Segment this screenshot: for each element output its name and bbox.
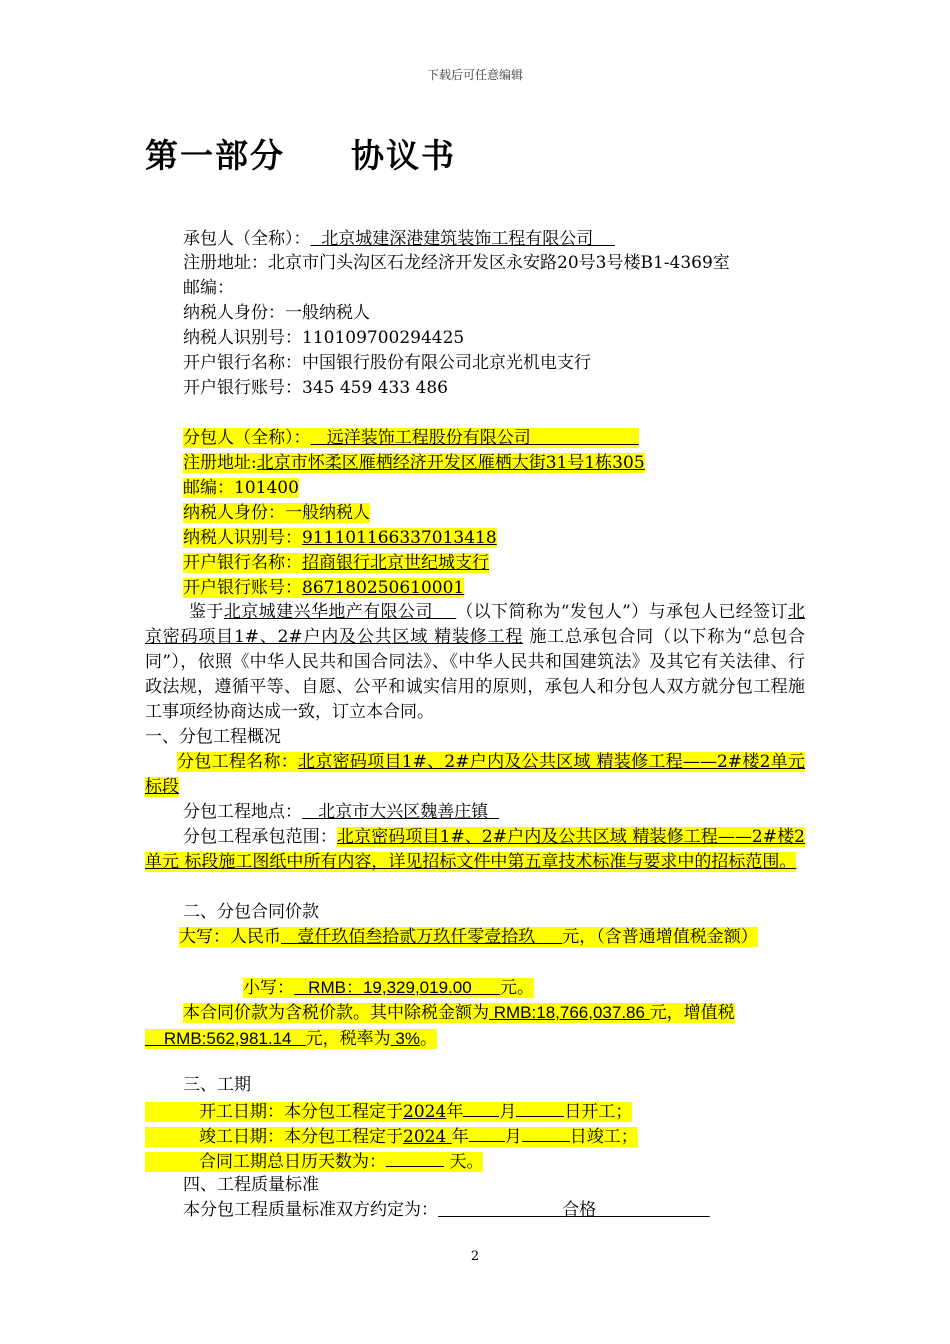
end-year: 2024: [403, 1127, 447, 1147]
contractor-address: 注册地址：北京市门头沟区石龙经济开发区永安路20号3号楼B1-4369室: [183, 253, 730, 273]
subcontractor-bank-account-line: 开户银行账号：867180250610001: [183, 578, 465, 598]
net-amount: RMB:18,766,037.86: [493, 1003, 645, 1022]
contractor-bank-name: 开户银行名称：中国银行股份有限公司北京光机电支行: [183, 353, 591, 373]
subcontractor-bank-name: 招商银行北京世纪城支行: [302, 553, 489, 573]
subcontract-name-line: 分包工程名称：北京密码项目1#、2#户内及公共区域 精装修工程——2#楼2单元 标段: [145, 752, 806, 797]
subcontractor-name: 远洋装饰工程股份有限公司: [326, 428, 531, 448]
quality-line: 本分包工程质量标准双方约定为： 合格: [183, 1200, 597, 1220]
project-name: 北京密码项目1#、2#户内及公共区域 精装修工程: [145, 602, 806, 647]
subcontractor-tax-id-line: 纳税人识别号：911101166337013418: [183, 528, 497, 548]
quality-standard: 合格: [562, 1200, 597, 1220]
section3-heading: 三、工期: [183, 1075, 251, 1095]
title-part2: 协议书: [351, 136, 456, 175]
title-part1: 第一部分: [145, 136, 285, 175]
price-daxie-line: 大写：人民币 壹仟玖佰叁拾贰万玖仟零壹拾玖 元，（含普通增值税金额）: [179, 927, 758, 947]
subcontract-scope-line: 分包工程承包范围：北京密码项目1#、2#户内及公共区域 精装修工程——2#楼2单元 标段施工图纸中所有内容，详见招标文件中第五章技术标准与要求中的招标范围。: [145, 827, 805, 872]
price-daxie: 壹仟玖佰叁拾贰万玖仟零壹拾玖: [297, 927, 536, 947]
contractor-postcode: 邮编：: [183, 278, 234, 298]
subcontract-name: 北京密码项目1#、2#户内及公共区域 精装修工程——2#楼2单元 标段: [145, 752, 806, 797]
section1-heading: 一、分包工程概况: [145, 727, 281, 747]
subcontractor-postcode: 邮编：101400: [183, 478, 299, 498]
section2-heading: 二、分包合同价款: [183, 902, 319, 922]
contractor-name-line: 承包人（全称）： 北京城建深港建筑装饰工程有限公司: [183, 227, 615, 252]
subcontractor-name-line: 分包人（全称）： 远洋装饰工程股份有限公司: [183, 426, 639, 451]
start-year: 2024: [403, 1102, 447, 1122]
employer-name: 北京城建兴华地产有限公司: [223, 602, 433, 622]
header-note: 下载后可任意编辑: [426, 68, 523, 82]
subcontractor-tax-status: 纳税人身份：一般纳税人: [183, 503, 370, 523]
vat-amount: RMB:562,981.14: [163, 1029, 292, 1048]
subcontractor-address: 北京市怀柔区雁栖经济开发区雁栖大街31号1栋305: [256, 453, 645, 473]
end-date-line: 竣工日期：本分包工程定于2024 年 月 日竣工；: [145, 1123, 638, 1150]
start-date-line: 开工日期：本分包工程定于2024年 月 日开工；: [145, 1098, 632, 1125]
contractor-name: 北京城建深港建筑装饰工程有限公司: [321, 229, 594, 249]
page-title: [145, 130, 456, 177]
section4-heading: 四、工程质量标准: [183, 1175, 319, 1195]
subcontractor-tax-id: 911101166337013418: [302, 528, 497, 548]
subcontractor-bank-name-line: 开户银行名称：招商银行北京世纪城支行: [183, 553, 489, 573]
subcontractor-bank-account: 867180250610001: [302, 578, 465, 598]
contractor-tax-status: 纳税人身份：一般纳税人: [183, 303, 370, 323]
subcontract-location-line: 分包工程地点： 北京市大兴区魏善庄镇: [183, 802, 489, 822]
subcontract-scope: 北京密码项目1#、2#户内及公共区域 精装修工程——2#楼2单元 标段施工图纸中所有内容，详见招标文件中第五章技术标准与要求中的招标范围。: [145, 827, 805, 872]
subcontractor-address-line: 注册地址:北京市怀柔区雁栖经济开发区雁栖大街31号1栋305: [183, 453, 645, 473]
tax-rate: 3%: [395, 1029, 420, 1048]
price-xiaoxie: RMB：19,329,019.00: [308, 978, 472, 997]
contractor-tax-id: 纳税人识别号：110109700294425: [183, 328, 465, 348]
tax-paragraph: 本合同价款为含税价款。其中除税金额为 RMB:18,766,037.86 元，增值税 RMB:562,981.14 元，税率为 3%。: [145, 1000, 805, 1052]
subcontract-location: 北京市大兴区魏善庄镇: [318, 802, 489, 822]
page-number: 2: [470, 1249, 480, 1264]
preamble-paragraph: 鉴于北京城建兴华地产有限公司 （以下简称为“发包人”）与承包人已经签订北京密码项目1#、2#户内及公共区域 精装修工程 施工总承包合同（以下称为“总包合同”），依照《中华人民共和国合同法》、《中华人民共和国建筑法》及其它有关法律、行政法规，遵循平等、自愿、公平和诚实信用的原则，承包人和分包人双方就分包工程施工事项经协商达成一致，订立本合同。: [145, 602, 806, 722]
duration-line: 合同工期总日历天数为： 天。: [145, 1148, 483, 1175]
price-xiaoxie-line: 小写： RMB：19,329,019.00 元。: [243, 978, 535, 998]
contractor-bank-account: 开户银行账号：345 459 433 486: [183, 378, 449, 398]
